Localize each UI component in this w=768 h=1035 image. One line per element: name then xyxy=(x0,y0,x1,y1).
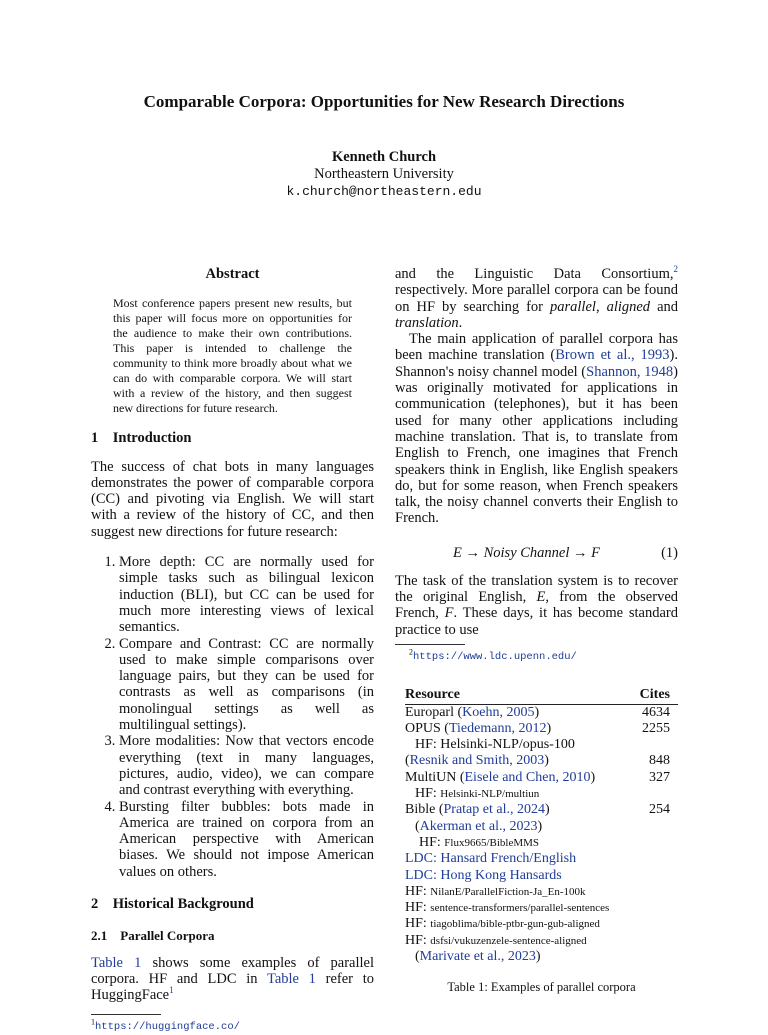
author-name: Kenneth Church xyxy=(331,149,437,165)
table-row: Europarl (Koehn, 2005) 4634 xyxy=(405,704,670,720)
intro-list xyxy=(91,554,374,880)
section-number: 2 xyxy=(91,896,99,913)
table-row: Bible (Pratap et al., 2024) 254 xyxy=(405,802,670,818)
right-paragraph-3: The task of the translation system is to recover the original English, E, from the observed French, F. These days, it has become standard practice to use xyxy=(395,572,679,638)
subsection-number: 2.1 xyxy=(91,928,108,944)
table-row: HF: dsfsi/vukuzenzele-sentence-aligned xyxy=(405,932,587,948)
table-row: HF: Helsinki-NLP/multiun xyxy=(415,786,540,802)
citation-link[interactable]: Shannon, 1948 xyxy=(586,363,674,380)
footnote-marker[interactable]: 2 xyxy=(673,264,678,275)
right-column xyxy=(395,266,678,996)
list-item: 1. More depth: CC are normally used for simple tasks such as bilingual lexicon induction (BLI), but CC can be used for much more interesting views of lexical semantics. xyxy=(119,554,374,635)
footnote-link[interactable]: https://huggingface.co/ xyxy=(95,1020,240,1033)
abstract-text: Most conference papers present new results, but this paper will focus more on opportunities for the audience to make their own contributions. This paper is intended to challenge the community to think more broadly about what we can do with comparable corpora. We will start with a review of the history, and then suggest new directions for future research. xyxy=(113,296,352,416)
table-row xyxy=(405,851,678,867)
section-introduction-heading xyxy=(91,430,374,446)
author-email[interactable]: k.church@northeastern.edu xyxy=(286,184,482,199)
table-caption: Table 1: Examples of parallel corpora xyxy=(447,980,636,995)
intro-paragraph: The success of chat bots in many languages demonstrates the power of comparable corpora (CC) and pivoting via English. We will start with a review of the history of CC, and then suggest new directions for future research: xyxy=(91,458,374,540)
table-row xyxy=(405,868,678,884)
table-row: (Resnik and Smith, 2003) 848 xyxy=(405,753,670,769)
table-row: HF: Flux9665/BibleMMS xyxy=(419,834,540,850)
parallel-corpora-table xyxy=(405,685,678,965)
footnote-link[interactable]: https://www.ldc.upenn.edu/ xyxy=(413,650,577,663)
table-row: (Marivate et al., 2023) xyxy=(415,948,541,964)
table-ref-link[interactable]: Table 1 xyxy=(91,954,142,971)
list-item: 2. Compare and Contrast: CC are normally used to make simple comparisons over language pairs, but they can be used for contrasts as well as comparisons (in monolingual settings as well as multilingual settings). xyxy=(119,636,374,734)
footnote-2: $^2$https://www.ldc.upenn.edu/ xyxy=(409,647,577,663)
citation-link[interactable]: Koehn, 2005 xyxy=(462,704,535,720)
author-affiliation: Northeastern University xyxy=(314,166,454,182)
abstract-heading: Abstract xyxy=(205,266,260,282)
subsection-title: Parallel Corpora xyxy=(120,928,215,944)
table-ref-link[interactable]: Table 1 xyxy=(266,970,316,987)
section-number: 1 xyxy=(91,430,99,447)
table-row: HF: tiagoblima/bible-ptbr-gun-gub-aligned xyxy=(405,916,600,932)
section-history-heading xyxy=(91,896,374,912)
table-row: HF: Helsinki-NLP/opus-100 xyxy=(415,737,575,753)
citation-link[interactable]: Marivate et al., 2023 xyxy=(419,948,536,964)
table-header-row xyxy=(405,685,678,704)
citation-link[interactable]: Akerman et al., 2023 xyxy=(419,818,538,834)
citation-link[interactable]: Eisele and Chen, 2010 xyxy=(464,769,591,785)
right-paragraph-2: The main application of parallel corpora has been machine translation (Brown et al., 1993). Shannon's noisy channel model (Shannon, 1948) was originally motivated for applications in communication (telephones), but it has been used for many other applications including machine translation. That is, to translate from English to French, one imagines that French speakers think in English, like English speakers do, but for some reason, when French speakers talk, the noisy channel converts their English to French. xyxy=(395,331,678,527)
paper-title: Comparable Corpora: Opportunities for New Research Directions xyxy=(143,92,625,111)
table-row: (Akerman et al., 2023) xyxy=(415,818,543,834)
header-resource: Resource xyxy=(405,685,630,704)
table-row: MultiUN (Eisele and Chen, 2010) 327 xyxy=(405,769,670,785)
list-item: 3. More modalities: Now that vectors encode everything (text in many languages, pictures, audio, video), we can compare and contrast everything with everything. xyxy=(119,733,374,798)
table-row: HF: sentence-transformers/parallel-sentences xyxy=(405,900,610,916)
list-item: 4. Bursting filter bubbles: bots made in America are trained on corpora from an American perspective with American biases. We should not impose American values on others. xyxy=(119,799,374,880)
footnote-divider xyxy=(91,1014,161,1015)
section-title: Introduction xyxy=(112,430,192,447)
footnote-1: $^1$https://huggingface.co/ xyxy=(91,1017,240,1033)
citation-link[interactable]: Resnik and Smith, 2003 xyxy=(409,753,545,769)
citation-link[interactable]: Brown et al., 1993 xyxy=(555,347,670,364)
history-paragraph: Table 1 shows some examples of parallel corpora. HF and LDC in Table 1 refer to HuggingFace$^1$ xyxy=(91,954,374,1004)
citation-link[interactable]: Pratap et al., 2024 xyxy=(443,802,545,818)
table-row: HF: NilanE/ParallelFiction-Ja_En-100k xyxy=(405,883,586,899)
equation-number: (1) xyxy=(661,544,678,561)
ldc-link[interactable]: LDC: Hong Kong Hansards xyxy=(405,867,562,883)
footnote-marker[interactable]: 1 xyxy=(169,985,174,996)
author-block xyxy=(0,149,768,200)
equation-1 xyxy=(395,545,678,569)
subsection-parallel-corpora-heading xyxy=(91,928,374,944)
equation-body: E → Noisy Channel → F xyxy=(453,544,601,561)
ldc-link[interactable]: LDC: Hansard French/English xyxy=(405,851,577,867)
section-title: Historical Background xyxy=(112,896,254,913)
left-column xyxy=(91,262,374,1035)
citation-link[interactable]: Tiedemann, 2012 xyxy=(448,720,547,736)
table-row: OPUS (Tiedemann, 2012) 2255 xyxy=(405,720,670,736)
footnote-divider xyxy=(395,644,465,645)
right-paragraph-1: and the Linguistic Data Consortium,$^2$ respectively. More parallel corpora can be found on HF by searching for parallel, aligned and translation. xyxy=(395,264,678,331)
header-cites: Cites xyxy=(630,685,678,704)
table-1 xyxy=(395,685,678,995)
